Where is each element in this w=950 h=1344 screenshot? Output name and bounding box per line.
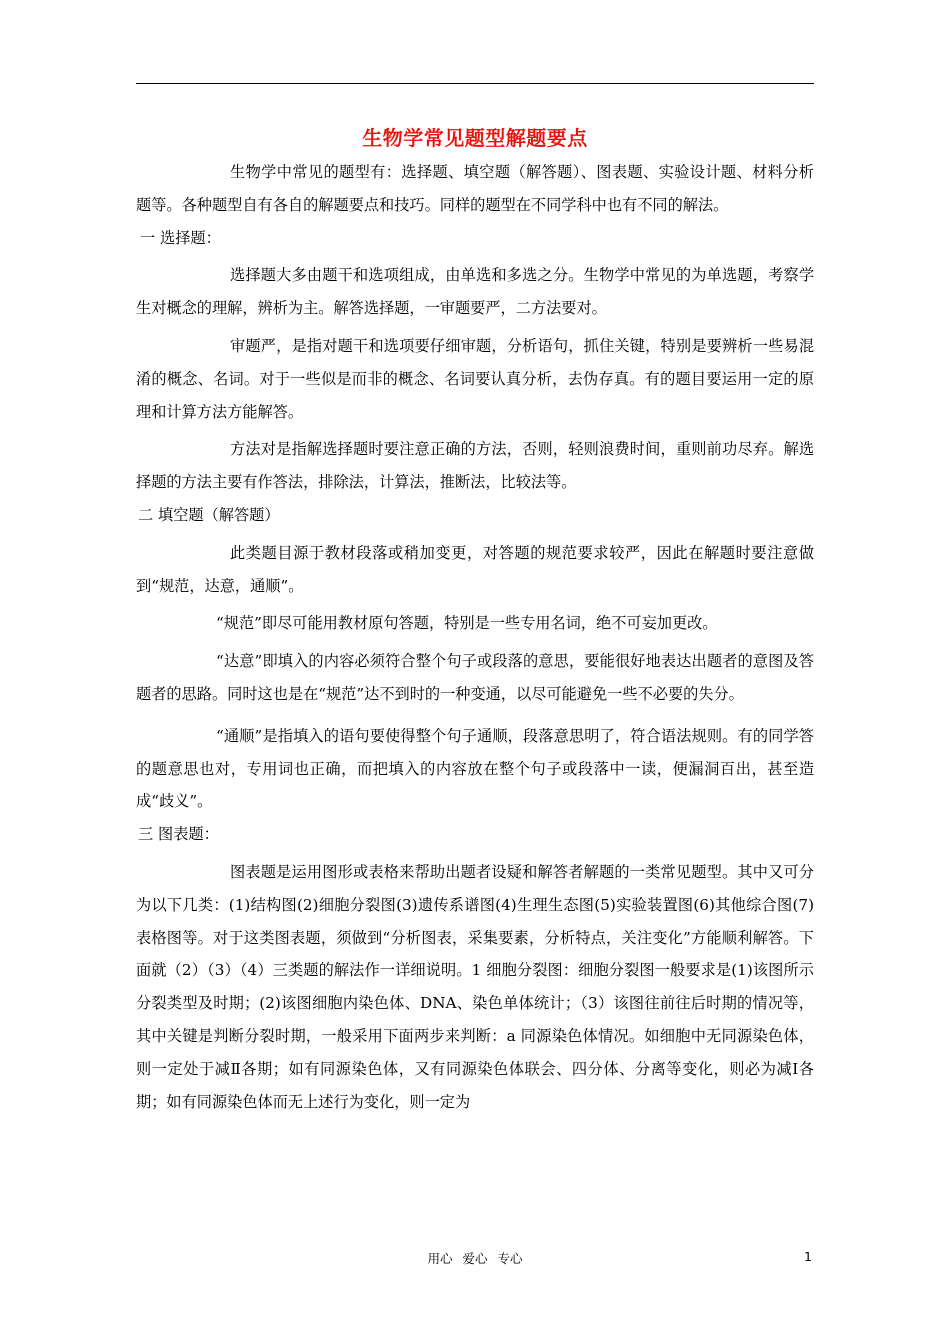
- section-heading-fill-in: 二 填空题（解答题）: [138, 505, 280, 524]
- paragraph-intro: 生物学中常见的题型有：选择题、填空题（解答题）、图表题、实验设计题、材料分析题等。各种题型自有各自的解题要点和技巧。同样的题型在不同学科中也有不同的解法。: [136, 163, 814, 214]
- paragraph-careful-reading: 审题严，是指对题干和选项要仔细审题，分析语句，抓住关键，特别是要辨析一些易混淆的概念、名词。对于一些似是而非的概念、名词要认真分析，去伪存真。有的题目要运用一定的原理和计算方法方能解答。: [136, 336, 814, 421]
- paragraph-choice-overview: 选择题大多由题干和选项组成，由单选和多选之分。生物学中常见的为单选题，考察学生对概念的理解，辨析为主。解答选择题，一审题要严，二方法要对。: [136, 266, 814, 318]
- page-title: 生物学常见题型解题要点: [362, 126, 588, 150]
- document-body: [136, 156, 814, 1118]
- paragraph-meaning: “达意”即填入的内容必须符合整个句子或段落的意思，要能很好地表达出题者的意图及答题者的思路。同时这也是在“规范”达不到时的一种变通，以尽可能避免一些不必要的失分。: [136, 652, 814, 703]
- header-rule: [136, 83, 814, 84]
- paragraph-standard: “规范”即尽可能用教材原句答题，特别是一些专用名词，绝不可妄加更改。: [216, 614, 718, 633]
- section-heading-charts: 三 图表题：: [138, 825, 219, 844]
- paragraph-correct-method: 方法对是指解选择题时要注意正确的方法，否则，轻则浪费时间，重则前功尽弃。解选择题的方法主要有作答法，排除法，计算法，推断法，比较法等。: [136, 440, 814, 492]
- footer-slogan: 用心 爱心 专心: [427, 1251, 523, 1266]
- page-number: 1: [804, 1249, 812, 1264]
- paragraph-fluency: “通顺”是指填入的语句要使得整个句子通顺，段落意思明了，符合语法规则。有的同学答的题意思也对，专用词也正确，而把填入的内容放在整个句子或段落中一读，便漏洞百出，甚至造成“歧义”。: [136, 726, 814, 811]
- section-heading-multiple-choice: 一 选择题：: [140, 228, 221, 247]
- paragraph-fill-in-overview: 此类题目源于教材段落或稍加变更，对答题的规范要求较严，因此在解题时要注意做到“规范，达意，通顺”。: [136, 543, 814, 595]
- paragraph-charts-overview: 图表题是运用图形或表格来帮助出题者设疑和解答者解题的一类常见题型。其中又可分为以下几类：(1)结构图(2)细胞分裂图(3)遗传系谱图(4)生理生态图(5)实验装置图(6)其他综合图(7)表格图等。对于这类图表题，须做到“分析图表，采集要素，分析特点，关注变化”方能顺利解答。下面就（2）（3）（4）三类题的解法作一详细说明。1 细胞分裂图：细胞分裂图一般要求是(1)该图所示分裂类型及时期；(2)该图细胞内染色体、DNA、染色单体统计；（3）该图往前往后时期的情况等，其中关键是判断分裂时期，一般采用下面两步来判断：a 同源染色体情况。如细胞中无同源染色体，则一定处于减Ⅱ各期；如有同源染色体，又有同源染色体联会、四分体、分离等变化，则必为减Ⅰ各期；如有同源染色体而无上述行为变化，则一定为: [136, 862, 814, 1111]
